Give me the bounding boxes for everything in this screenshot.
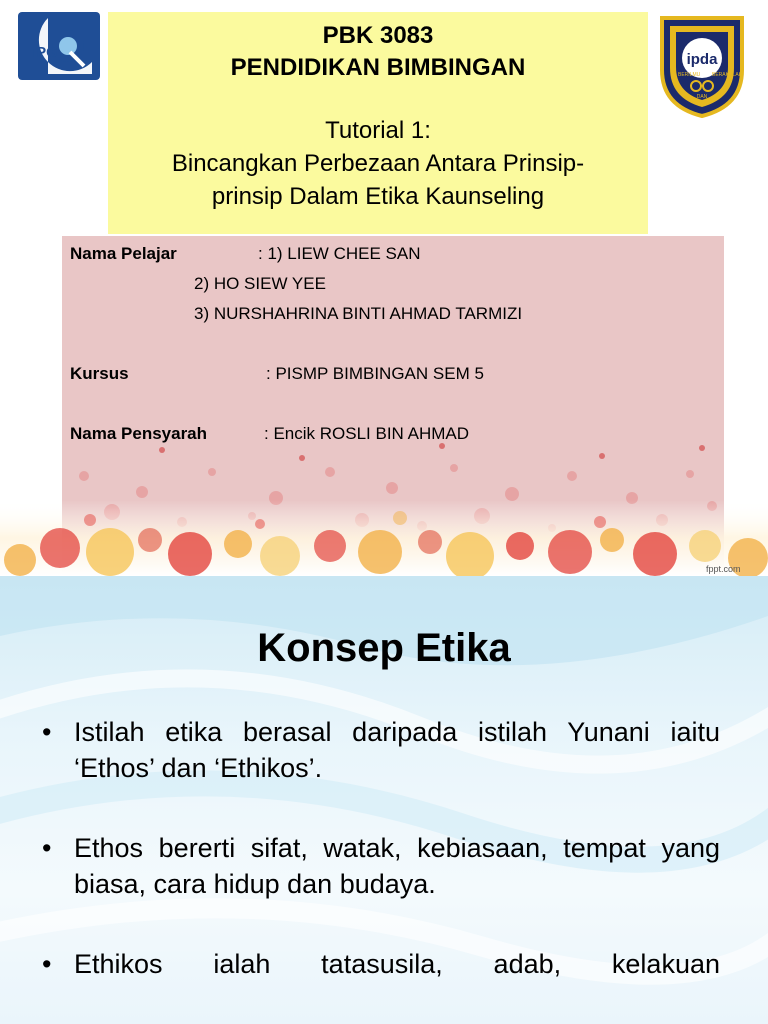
bullet-item: • Ethos bererti sifat, watak, kebiasaan, tempat yang biasa, cara hidup dan budaya. [40,830,720,902]
tutorial-title-line2: prinsip Dalam Etika Kaunseling [211,183,545,210]
bullet-list [40,714,720,1024]
student-3: 3) NURSHAHRINA BINTI AHMAD TARMIZI [194,304,523,323]
crest-motto-right: BERAKHLAK [712,72,743,78]
bullet-item: • Istilah etika berasal daripada istilah Yunani iaitu ‘Ethos’ dan ‘Ethikos’. [40,714,720,786]
student-2: 2) HO SIEW YEE [194,274,326,293]
crest-motto-bottom: DAN [696,94,708,100]
slide-heading: Konsep Etika [257,626,511,670]
watermark-text: fppt.com [706,564,741,574]
course-name: PENDIDIKAN BIMBINGAN [230,54,526,81]
bullet-item: • Ethikos ialah tatasusila, adab, kelakuan [40,946,720,982]
student-1: : 1) LIEW CHEE SAN [258,244,421,263]
course-value: : PISMP BIMBINGAN SEM 5 [266,364,484,383]
lecturer-value: : Encik ROSLI BIN AHMAD [264,424,469,443]
ipda-crest-logo [658,14,746,118]
title-box [108,12,648,234]
bullet-icon: • [42,949,52,979]
ipg-logo-text: iPG [32,44,58,61]
bullet-icon: • [42,717,52,747]
student-label: Nama Pelajar [70,244,177,263]
ipg-logo [18,12,100,80]
course-label: Kursus [70,364,129,383]
bullet-icon: • [42,833,52,863]
content-slide [0,576,768,1024]
tutorial-title-line1: Bincangkan Perbezaan Antara Prinsip- [171,150,585,177]
crest-motto-left: BERILMU [678,72,701,78]
crest-text: ipda [686,51,718,68]
course-code: PBK 3083 [322,22,434,49]
bubble-border-decoration [0,440,768,576]
tutorial-label: Tutorial 1: [325,117,431,144]
lecturer-label: Nama Pensyarah [70,424,208,443]
